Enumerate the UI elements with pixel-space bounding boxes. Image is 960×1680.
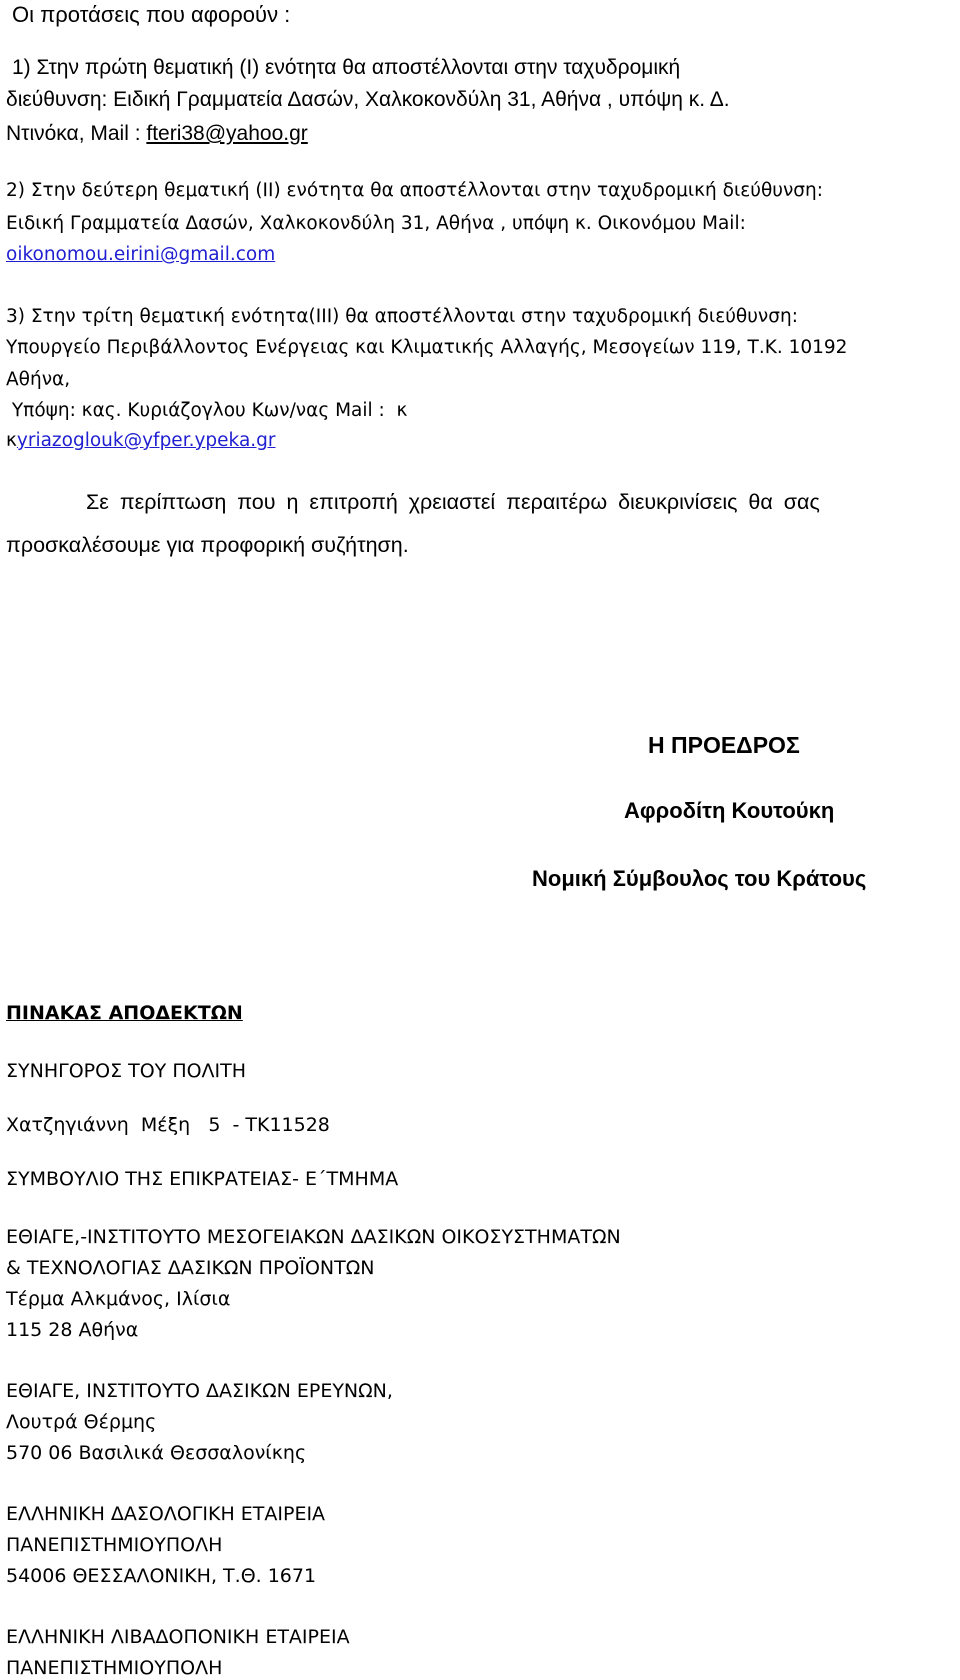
recipient-4-line1: ΕΘΙΑΓΕ,-ΙΝΣΤΙΤΟΥΤΟ ΜΕΣΟΓΕΙΑΚΩΝ ΔΑΣΙΚΩΝ ΟΙΚΟΣΥΣΤΗΜΑΤΩΝ bbox=[6, 1226, 621, 1248]
recipient-7-line2: ΠΑΝΕΠΙΣΤΗΜΙΟΥΠΟΛΗ bbox=[6, 1657, 223, 1679]
clarification-line1: Σε περίπτωση που η επιτροπή χρειαστεί περαιτέρω διευκρινίσεις θα σας bbox=[86, 490, 820, 514]
recipients-heading: ΠΙΝΑΚΑΣ ΑΠΟΔΕΚΤΩΝ bbox=[6, 1002, 243, 1024]
recipient-6-line2: ΠΑΝΕΠΙΣΤΗΜΙΟΥΠΟΛΗ bbox=[6, 1534, 223, 1556]
recipient-4-line4: 115 28 Αθήνα bbox=[6, 1319, 139, 1341]
item3-line1: 3) Στην τρίτη θεματική ενότητα(ΙΙΙ) θα αποστέλλονται στην ταχυδρομική διεύθυνση: bbox=[6, 306, 798, 327]
item1-line3-text: Ντινόκα, Mail : bbox=[6, 122, 147, 145]
item1-email-link[interactable]: fteri38@yahoo.gr bbox=[146, 122, 308, 145]
item3-email-prefix: κ bbox=[6, 430, 17, 451]
recipient-1: ΣΥΝΗΓΟΡΟΣ ΤΟΥ ΠΟΛΙΤΗ bbox=[6, 1060, 247, 1082]
signature-role: Η ΠΡΟΕΔΡΟΣ bbox=[648, 732, 800, 758]
item3-email-link[interactable]: yriazoglouk@yfper.ypeka.gr bbox=[16, 430, 276, 451]
recipient-4-line2: & ΤΕΧΝΟΛΟΓΙΑΣ ΔΑΣΙΚΩΝ ΠΡΟΪΟΝΤΩΝ bbox=[6, 1257, 375, 1279]
item1-line2: διεύθυνση: Ειδική Γραμματεία Δασών, Χαλκοκονδύλη 31, Αθήνα , υπόψη κ. Δ. bbox=[6, 88, 730, 111]
item2-email-link[interactable]: oikonomou.eirini@gmail.com bbox=[6, 244, 276, 265]
signature-name: Αφροδίτη Κουτούκη bbox=[624, 798, 835, 823]
item1-line3 bbox=[6, 122, 308, 146]
recipient-4-line3: Τέρμα Αλκμάνος, Ιλίσια bbox=[6, 1288, 231, 1310]
intro-text: Οι προτάσεις που αφορούν : bbox=[12, 2, 291, 27]
recipient-3: ΣΥΜΒΟΥΛΙΟ ΤΗΣ ΕΠΙΚΡΑΤΕΙΑΣ- Ε΄ΤΜΗΜΑ bbox=[6, 1168, 399, 1190]
recipient-5-line2: Λουτρά Θέρμης bbox=[6, 1411, 157, 1433]
item3-email-line bbox=[6, 430, 276, 451]
item3-line4: Υπόψη: κας. Κυριάζογλου Κων/νας Mail : κ bbox=[6, 400, 408, 421]
item1-line1: 1) Στην πρώτη θεματική (Ι) ενότητα θα αποστέλλονται στην ταχυδρομική bbox=[12, 56, 681, 79]
recipient-2: Χατζηγιάννη Μέξη 5 - ΤΚ11528 bbox=[6, 1114, 330, 1136]
item2-line1: 2) Στην δεύτερη θεματική (ΙΙ) ενότητα θα αποστέλλονται στην ταχυδρομική διεύθυνση: bbox=[6, 180, 823, 201]
recipient-6-line3: 54006 ΘΕΣΣΑΛΟΝΙΚΗ, Τ.Θ. 1671 bbox=[6, 1565, 317, 1587]
recipient-7-line1: ΕΛΛΗΝΙΚΗ ΛΙΒΑΔΟΠΟΝΙΚΗ ΕΤΑΙΡΕΙΑ bbox=[6, 1626, 350, 1648]
recipient-5-line3: 570 06 Βασιλικά Θεσσαλονίκης bbox=[6, 1442, 307, 1464]
item3-line3: Αθήνα, bbox=[6, 369, 71, 390]
item2-line2: Ειδική Γραμματεία Δασών, Χαλκοκονδύλη 31, Αθήνα , υπόψη κ. Οικονόμου Mail: bbox=[6, 213, 746, 234]
recipient-6-line1: ΕΛΛΗΝΙΚΗ ΔΑΣΟΛΟΓΙΚΗ ΕΤΑΙΡΕΙΑ bbox=[6, 1503, 326, 1525]
signature-title: Νομική Σύμβουλος του Κράτους bbox=[532, 866, 867, 891]
recipient-5-line1: ΕΘΙΑΓΕ, ΙΝΣΤΙΤΟΥΤΟ ΔΑΣΙΚΩΝ ΕΡΕΥΝΩΝ, bbox=[6, 1380, 393, 1402]
clarification-line2: προσκαλέσουμε για προφορική συζήτηση. bbox=[6, 533, 409, 557]
item3-line2: Υπουργείο Περιβάλλοντος Ενέργειας και Κλιματικής Αλλαγής, Μεσογείων 119, Τ.Κ. 10192 bbox=[6, 337, 848, 358]
